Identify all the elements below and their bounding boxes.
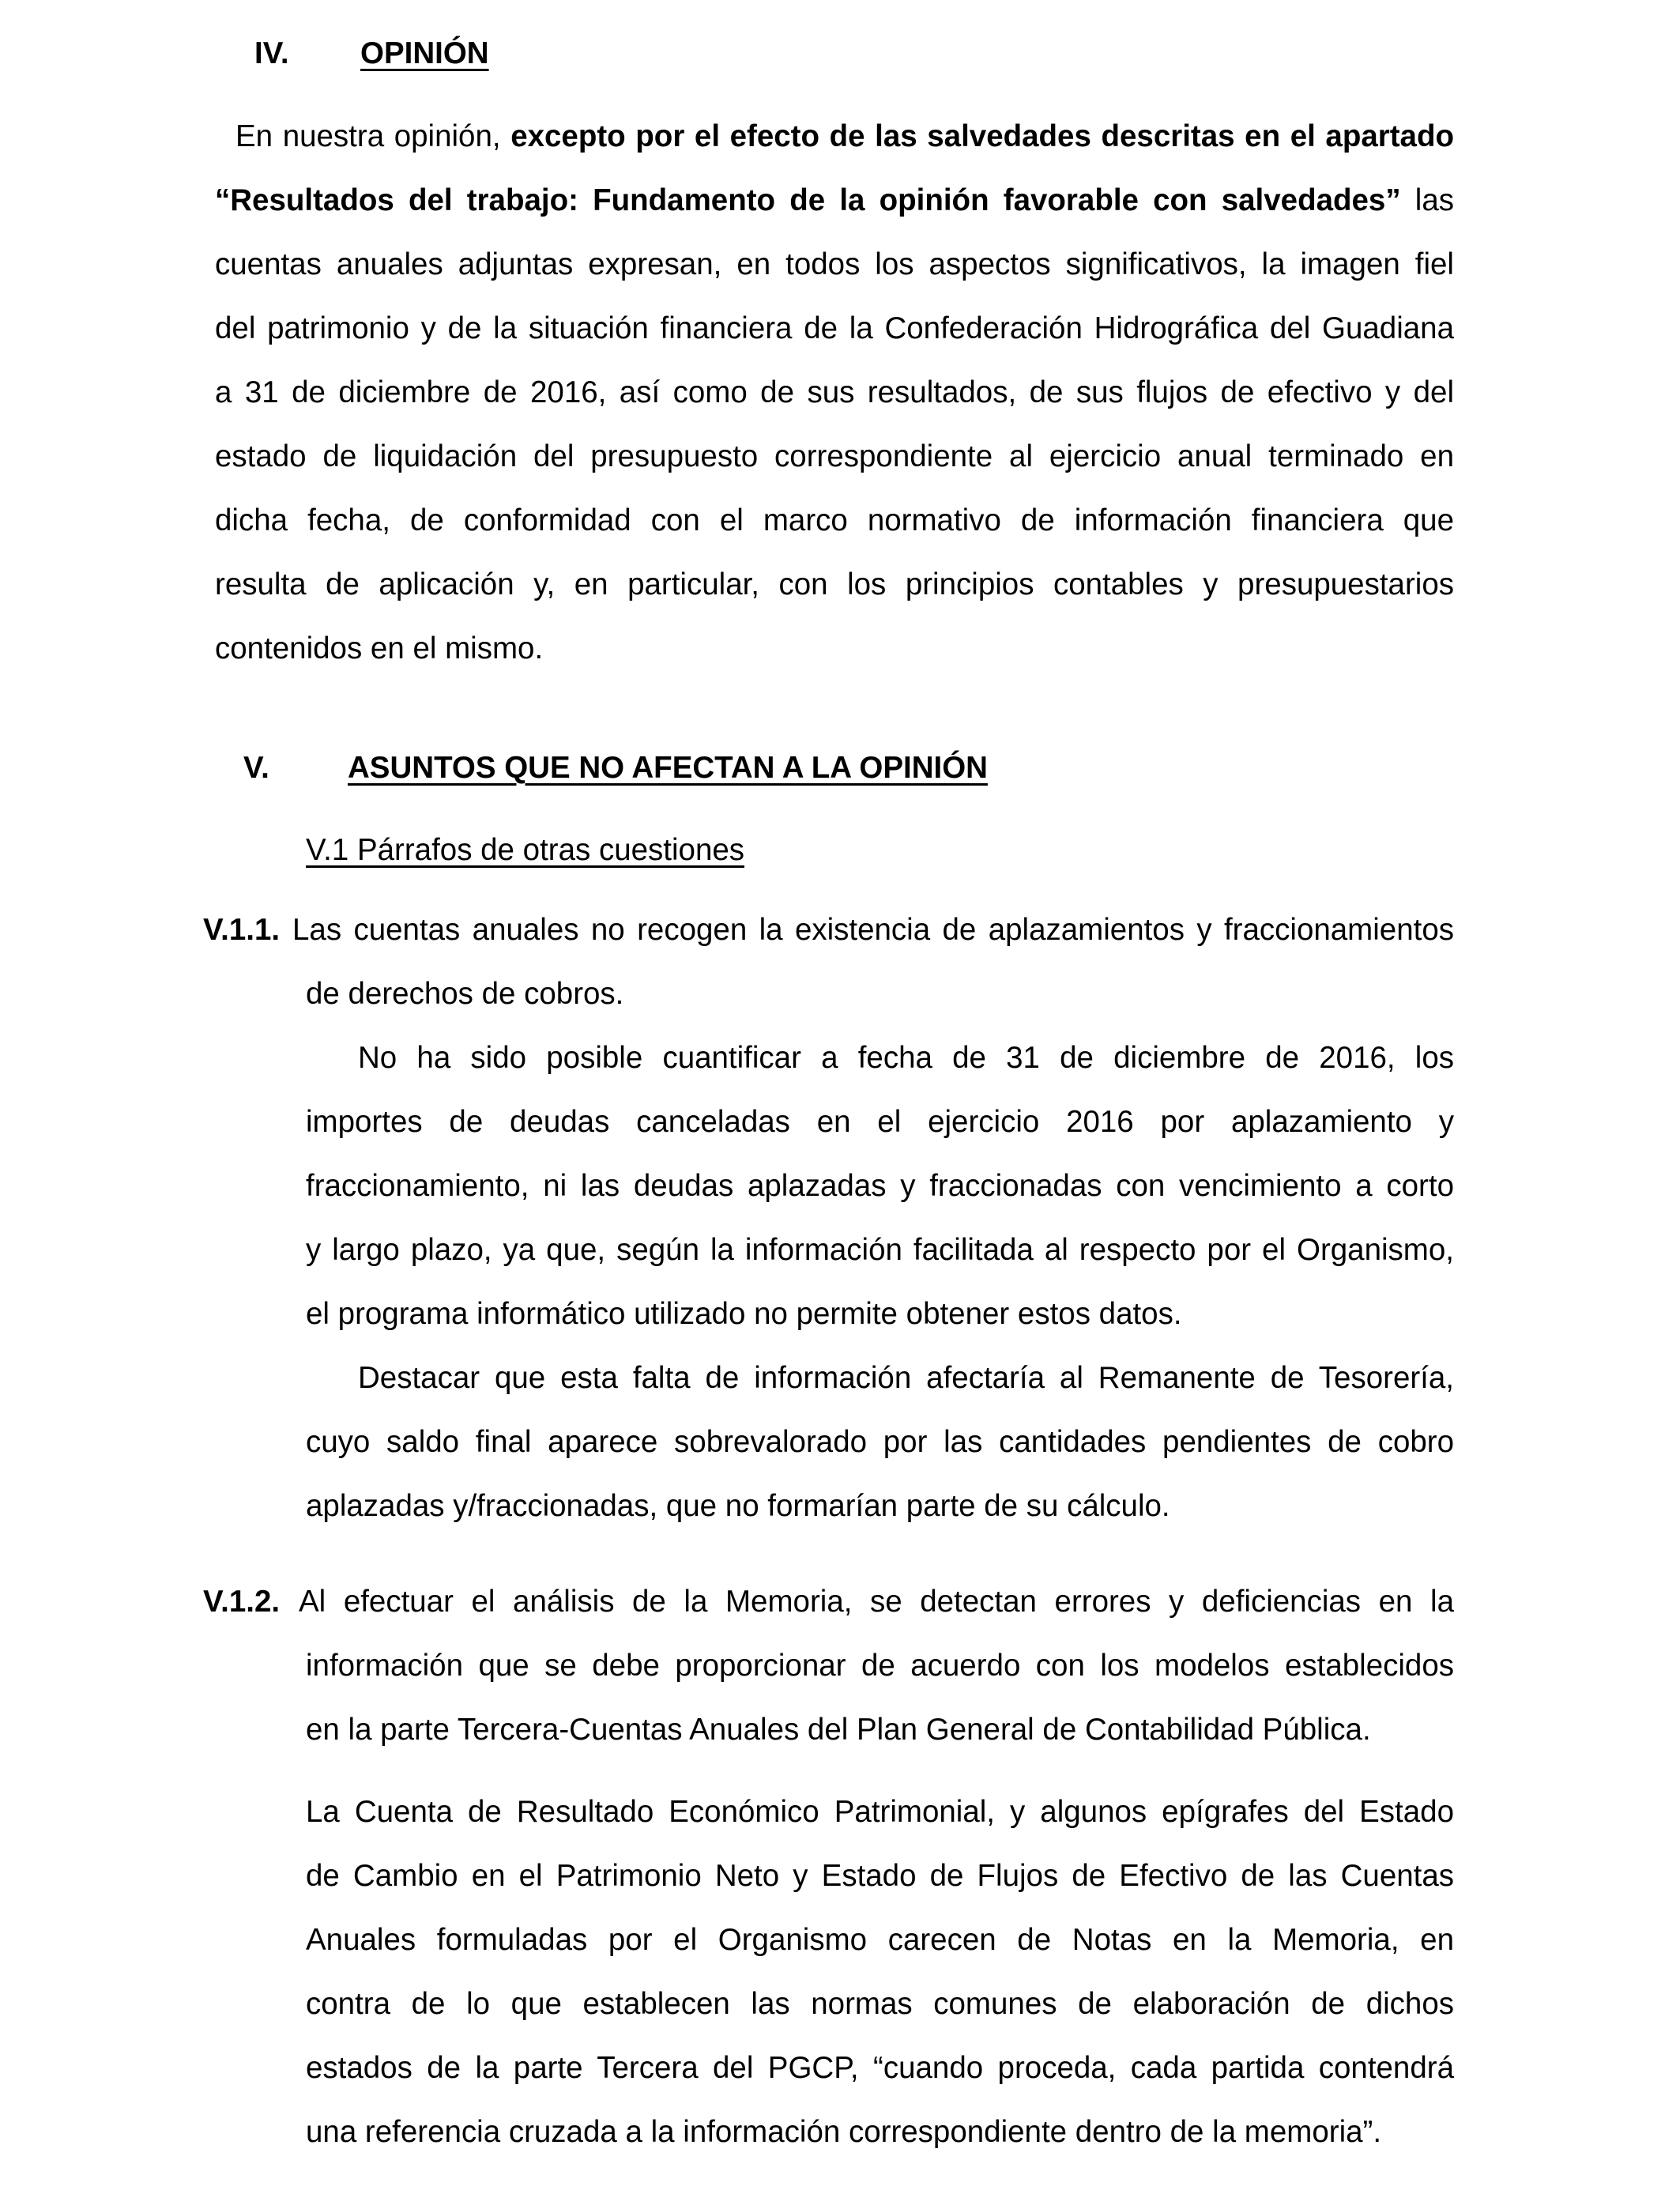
item-v12-p2-line-3: Anuales formuladas por el Organismo carecen de Notas en la Memoria, en	[306, 1923, 1454, 1957]
opinion-line-1-bold: excepto por el efecto de las salvedades descritas en el apartado	[510, 119, 1454, 153]
opinion-line-6: estado de liquidación del presupuesto correspondiente al ejercicio anual terminado en	[215, 439, 1454, 473]
opinion-line-1-plain: En nuestra opinión,	[235, 119, 511, 153]
item-v11-first-line: Las cuentas anuales no recogen la existencia de aplazamientos y fraccionamientos	[292, 913, 1454, 947]
section-iv-title: OPINIÓN	[360, 36, 489, 70]
item-v12-first-line-block	[299, 1570, 1454, 1634]
opinion-paragraph	[215, 104, 1454, 680]
item-v11-p3-line-2: cuyo saldo final aparece sobrevalorado por las cantidades pendientes de cobro	[306, 1425, 1454, 1459]
item-v12-p2-line-2: de Cambio en el Patrimonio Neto y Estado de Flujos de Efectivo de las Cuentas	[306, 1859, 1454, 1893]
opinion-line-5: a 31 de diciembre de 2016, así como de sus resultados, de sus flujos de efectivo y del	[215, 375, 1454, 409]
section-iv-number: IV.	[254, 36, 289, 70]
item-v12-label: V.1.2.	[203, 1585, 281, 1619]
opinion-line-7: dicha fecha, de conformidad con el marco normativo de información financiera que	[215, 503, 1454, 537]
item-v11-first-line-block	[292, 898, 1454, 962]
item-v12-p2-line-1: La Cuenta de Resultado Económico Patrimonial, y algunos epígrafes del Estado	[306, 1795, 1454, 1829]
item-v11-p3-line-1: Destacar que esta falta de información afectaría al Remanente de Tesorería,	[358, 1361, 1454, 1395]
item-v11-p2	[306, 1026, 1454, 1346]
item-v12-p1-line-2: en la parte Tercera-Cuentas Anuales del Plan General de Contabilidad Pública.	[306, 1713, 1371, 1747]
opinion-line-2-plain: las	[1400, 183, 1454, 217]
item-v12-p1	[306, 1634, 1454, 1762]
item-v11-p2-line-2: importes de deudas canceladas en el ejercicio 2016 por aplazamiento y	[306, 1105, 1454, 1139]
subsection-v1-title: V.1 Párrafos de otras cuestiones	[306, 833, 745, 867]
item-v11-label: V.1.1.	[203, 913, 281, 947]
item-v12-p2-line-6: una referencia cruzada a la información correspondiente dentro de la memoria”.	[306, 2115, 1382, 2149]
item-v12-p1-line-1: información que se debe proporcionar de acuerdo con los modelos establecidos	[306, 1649, 1454, 1683]
item-v11-p1-line-1: de derechos de cobros.	[306, 977, 624, 1011]
item-v11-p2-line-3: fraccionamiento, ni las deudas aplazadas y fraccionadas con vencimiento a corto	[306, 1169, 1454, 1203]
section-v-number: V.	[243, 751, 269, 785]
item-v12-p2-line-4: contra de lo que establecen las normas comunes de elaboración de dichos	[306, 1987, 1454, 2021]
section-v-title: ASUNTOS QUE NO AFECTAN A LA OPINIÓN	[348, 751, 988, 785]
opinion-line-8: resulta de aplicación y, en particular, con los principios contables y presupuestarios	[215, 567, 1454, 601]
opinion-line-4: del patrimonio y de la situación financiera de la Confederación Hidrográfica del Guadiana	[215, 311, 1454, 345]
item-v12-p2	[306, 1780, 1454, 2164]
opinion-line-2-bold: “Resultados del trabajo: Fundamento de la opinión favorable con salvedades”	[215, 183, 1401, 217]
item-v12-p2-line-5: estados de la parte Tercera del PGCP, “cuando proceda, cada partida contendrá	[306, 2051, 1454, 2085]
opinion-line-1	[215, 104, 1454, 168]
item-v11-p3	[306, 1346, 1454, 1538]
item-v11-p3-line-3: aplazadas y/fraccionadas, que no formarían parte de su cálculo.	[306, 1489, 1170, 1523]
opinion-line-2	[215, 168, 1454, 232]
item-v12-first-line: Al efectuar el análisis de la Memoria, se detectan errores y deficiencias en la	[299, 1585, 1454, 1619]
opinion-line-3: cuentas anuales adjuntas expresan, en todos los aspectos significativos, la imagen fiel	[215, 247, 1454, 281]
item-v11-p2-line-1: No ha sido posible cuantificar a fecha de 31 de diciembre de 2016, los	[358, 1041, 1454, 1075]
item-v11-p1	[306, 962, 1454, 1026]
item-v11-p2-line-5: el programa informático utilizado no permite obtener estos datos.	[306, 1297, 1182, 1331]
opinion-line-9: contenidos en el mismo.	[215, 631, 544, 665]
item-v11-p2-line-4: y largo plazo, ya que, según la información facilitada al respecto por el Organismo,	[306, 1233, 1454, 1267]
